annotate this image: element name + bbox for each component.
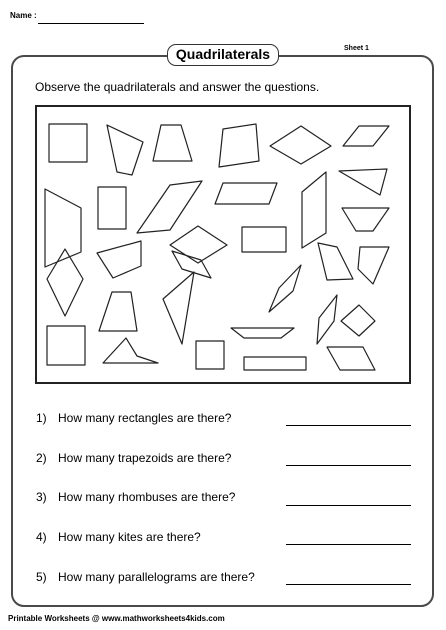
answer-line-3[interactable] bbox=[286, 505, 411, 506]
question-text: How many kites are there? bbox=[58, 530, 201, 544]
rhombus-shape bbox=[270, 126, 331, 164]
question-text: How many parallelograms are there? bbox=[58, 570, 255, 584]
parallelogram-shape bbox=[302, 172, 326, 248]
kite-shape bbox=[103, 338, 158, 363]
shapes-panel bbox=[35, 105, 411, 384]
quadrilateral-shape bbox=[318, 243, 353, 280]
trapezoid-shape bbox=[231, 328, 294, 338]
parallelogram-shape bbox=[317, 295, 337, 344]
rhombus-shape bbox=[341, 305, 375, 336]
kite-shape bbox=[163, 272, 194, 344]
square-shape bbox=[196, 341, 224, 369]
trapezoid-shape bbox=[97, 241, 141, 278]
rectangle-shape bbox=[244, 357, 306, 370]
kite-shape bbox=[107, 125, 143, 175]
parallelogram-shape bbox=[343, 126, 389, 146]
trapezoid-shape bbox=[45, 189, 81, 267]
trapezoid-shape bbox=[153, 125, 192, 161]
name-label: Name : bbox=[10, 11, 37, 20]
question-text: How many rhombuses are there? bbox=[58, 490, 236, 504]
question-text: How many rectangles are there? bbox=[58, 411, 232, 425]
question-number: 2) bbox=[36, 451, 47, 465]
question-number: 3) bbox=[36, 490, 47, 504]
question-5 bbox=[36, 570, 255, 584]
worksheet-title: Quadrilaterals bbox=[167, 44, 279, 66]
name-answer-line[interactable] bbox=[38, 23, 144, 24]
kite-shape bbox=[339, 169, 387, 195]
parallelogram-shape bbox=[137, 181, 202, 233]
rectangle-shape bbox=[98, 187, 126, 229]
question-4 bbox=[36, 530, 201, 544]
square-shape bbox=[47, 326, 85, 365]
square-shape bbox=[49, 124, 87, 162]
rhombus-shape bbox=[170, 226, 227, 263]
sheet-label: Sheet 1 bbox=[344, 45, 369, 52]
answer-line-5[interactable] bbox=[286, 584, 411, 585]
question-text: How many trapezoids are there? bbox=[58, 451, 232, 465]
question-2 bbox=[36, 451, 231, 465]
quadrilateral-shape bbox=[219, 124, 259, 167]
rhombus-shape bbox=[269, 265, 301, 312]
instructions: Observe the quadrilaterals and answer the questions. bbox=[35, 80, 320, 94]
question-3 bbox=[36, 490, 235, 504]
trapezoid-shape bbox=[99, 292, 137, 331]
rectangle-shape bbox=[242, 227, 286, 252]
question-number: 5) bbox=[36, 570, 47, 584]
trapezoid-shape bbox=[342, 208, 389, 231]
trapezoid-shape bbox=[358, 247, 389, 284]
answer-line-1[interactable] bbox=[286, 425, 411, 426]
answer-line-2[interactable] bbox=[286, 465, 411, 466]
question-1 bbox=[36, 411, 231, 425]
footer-text: Printable Worksheets @ www.mathworksheets4kids.com bbox=[8, 614, 225, 623]
question-number: 4) bbox=[36, 530, 47, 544]
shapes-drawing bbox=[37, 107, 409, 382]
parallelogram-shape bbox=[215, 183, 277, 204]
parallelogram-shape bbox=[327, 347, 375, 370]
answer-line-4[interactable] bbox=[286, 544, 411, 545]
question-number: 1) bbox=[36, 411, 47, 425]
